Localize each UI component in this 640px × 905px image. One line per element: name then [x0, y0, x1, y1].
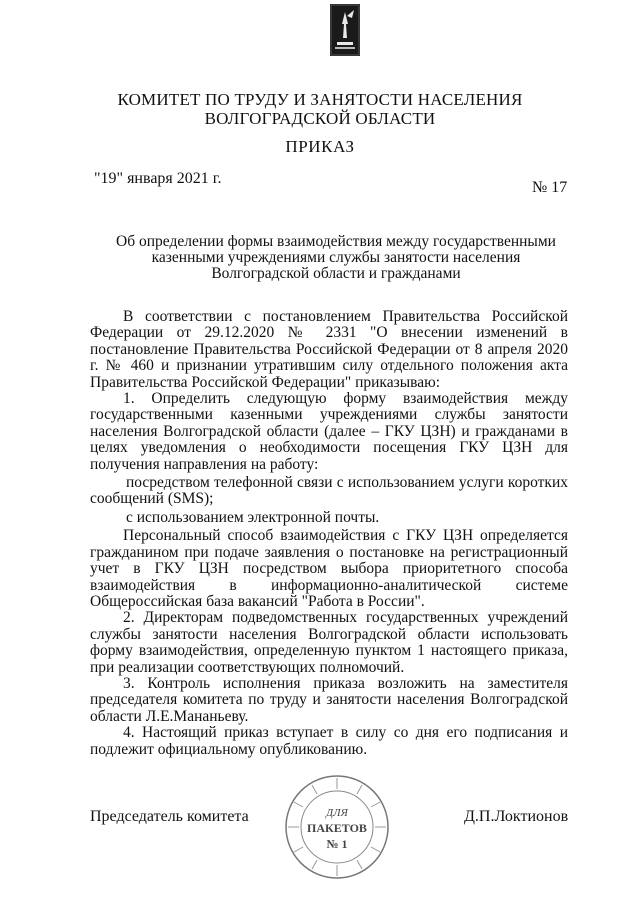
official-stamp — [282, 772, 392, 882]
org-name-line-2: ВОЛГОГРАДСКОЙ ОБЛАСТИ — [204, 109, 436, 128]
stamp-text-1: ДЛЯ — [326, 807, 348, 819]
item-1-option-sms: посредством телефонной связи с использованием услуги коротких сообщений (SMS); — [90, 474, 568, 508]
intro-paragraph: В соответствии с постановлением Правительства Российской Федерации от 29.12.2020 № 2331 "О внесении изменений в постановление Правительства Российской Федерации от 8 апреля 2020 г. № 460 и признании утратившим силу отдельного положения акта Правительства Российской Федерации" приказываю: — [90, 308, 568, 391]
item-3-paragraph: 3. Контроль исполнения приказа возложить на заместителя председателя комитета по труду и занятости населения Волгоградской области Л.Е.Мананьеву. — [90, 674, 568, 725]
order-number: № 17 — [532, 179, 568, 196]
stamp-text-3: № 1 — [326, 837, 348, 851]
item-4-paragraph: 4. Настоящий приказ вступает в силу со дня его подписания и подлежит официальному опубликованию. — [90, 724, 568, 758]
order-date: "19" января 2021 г. — [94, 170, 222, 187]
stamp-text-2: ПАКЕТОВ — [307, 821, 367, 835]
org-name-line-1: КОМИТЕТ ПО ТРУДУ И ЗАНЯТОСТИ НАСЕЛЕНИЯ — [117, 90, 523, 109]
order-body — [90, 309, 568, 758]
signatory-position: Председатель комитета — [90, 808, 249, 825]
item-2-paragraph: 2. Директорам подведомственных государственных учреждений службы занятости населения Волгоградской области использовать форму взаимодействия, определенную пунктом 1 настоящего приказа, при реализации соответствующих полномочий. — [90, 609, 568, 676]
coat-of-arms-emblem — [330, 4, 360, 56]
document-type: ПРИКАЗ — [285, 137, 355, 156]
signatory-name: Д.П.Локтионов — [464, 808, 569, 825]
order-subject: Об определении формы взаимодействия между государственными казенными учреждениями службы занятости населения Волгоградской области и гражданами — [116, 233, 556, 282]
item-1-option-email: с использованием электронной почты. — [126, 508, 380, 526]
item-1-paragraph: 1. Определить следующую форму взаимодействия между государственными казенными учреждениями службы занятости населения Волгоградской области (далее – ГКУ ЦЗН) и гражданами в целях уведомления о необходимости посещения ГКУ ЦЗН для получения направления на работу: — [90, 390, 568, 473]
item-1-note: Персональный способ взаимодействия с ГКУ ЦЗН определяется гражданином при подаче заявления о постановке на регистрационный учет в ГКУ ЦЗН посредством выбора приоритетного способа взаимодействия в информационно-аналитической системе Общероссийская база вакансий "Работа в России". — [90, 527, 568, 610]
